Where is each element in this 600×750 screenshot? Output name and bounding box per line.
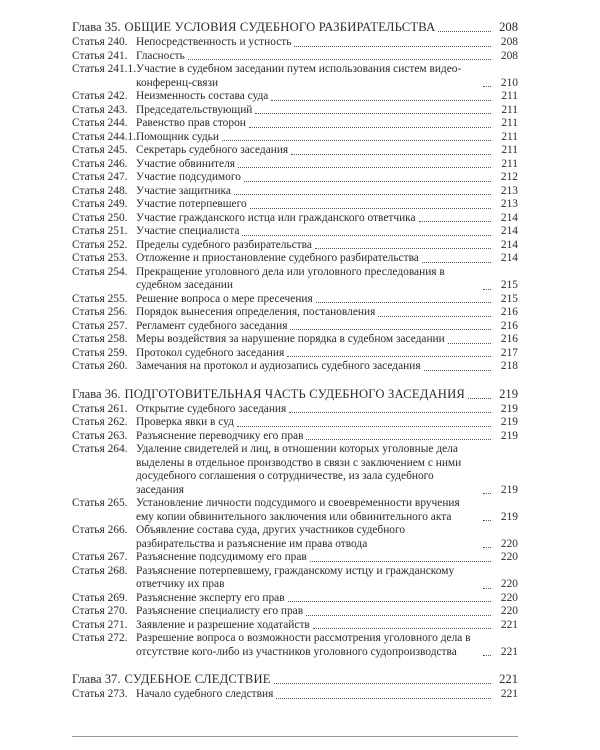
article-title-line [136,36,518,50]
toc-entry[interactable] [72,565,518,592]
toc-entry[interactable] [72,497,518,524]
article-title-line [136,212,518,226]
toc-entry[interactable] [72,619,518,633]
article-number: Статья 268. [72,564,128,577]
article-number: Статья 245. [72,144,128,156]
article-title-line [136,131,518,145]
article-number: Статья 241. [72,49,128,62]
toc-entry[interactable] [72,50,518,64]
article-title: Участие обвинителя [136,157,235,170]
dot-leader [291,151,491,155]
article-number: Статья 269. [72,591,128,604]
article-title-line [136,443,518,497]
dot-leader [276,695,491,699]
chapter-heading[interactable] [72,20,518,35]
article-number: Статья 260. [72,360,128,372]
dot-leader [294,43,491,47]
article-page-number: 213 [500,198,518,210]
article-title: Разъяснение подсудимому его прав [136,551,307,563]
article-title: Участие потерпевшего [136,198,247,210]
article-page-number: 216 [500,306,518,318]
article-page-number: 219 [500,416,518,428]
article-title: Председательствующий [136,103,253,116]
article-title: Участие гражданского истца или гражданского ответчика [136,211,416,224]
article-title: Равенство прав сторон [136,117,246,129]
article-title: Замечания на протокол и аудиозапись судебного заседания [136,360,421,372]
dot-leader [290,326,491,330]
toc-entry[interactable] [72,416,518,430]
article-page-number: 214 [500,238,518,251]
article-title-line [136,524,518,551]
article-title: Разрешение вопроса о возможности рассмотрения уголовного дела в отсутствие кого-либо из участников уголовного судопроизводства [136,632,471,658]
article-number: Статья 262. [72,416,128,428]
dot-leader [255,110,491,114]
article-number: Статья 265. [72,497,128,509]
article-title-line [136,90,518,104]
toc-entry[interactable] [72,144,518,158]
toc-entry[interactable] [72,104,518,118]
chapter-heading[interactable] [72,672,518,687]
toc-entry[interactable] [72,90,518,104]
article-title: Помощник судьи [136,130,219,143]
article-page-number: 219 [500,483,518,496]
chapter-title-line [124,20,518,35]
article-number: Статья 253. [72,252,128,264]
article-title-line [136,403,518,417]
toc-entry[interactable] [72,117,518,131]
article-page-number: 216 [500,333,518,345]
article-page-number: 211 [501,144,518,156]
article-page-number: 220 [500,605,518,617]
toc-entry[interactable] [72,443,518,497]
article-title: Установление личности подсудимого и своевременности вручения ему копии обвинительного заключения или обвинительного акта [136,497,460,523]
toc-entry[interactable] [72,524,518,551]
chapter-heading[interactable] [72,387,518,402]
article-title-line [136,605,518,619]
article-number: Статья 241.1. [72,63,137,75]
chapter-title: ПОДГОТОВИТЕЛЬНАЯ ЧАСТЬ СУДЕБНОГО ЗАСЕДАНИЯ [124,386,465,401]
article-page-number: 219 [500,510,518,523]
article-title: Разъяснение эксперту его прав [136,591,285,604]
article-page-number: 219 [500,429,518,442]
chapter-title: ОБЩИЕ УСЛОВИЯ СУДЕБНОГО РАЗБИРАТЕЛЬСТВА [124,20,436,34]
dot-leader [289,409,491,413]
article-title: Меры воздействия за нарушение порядка в судебном заседании [136,333,445,345]
article-title-line [136,104,518,118]
toc-entry[interactable] [72,347,518,361]
article-title: Удаление свидетелей и лиц, в отношении которых уголовные дела выделены в отдельное производство в связи с заключением с ними досудебного соглашения о сотрудничестве, из зала судебного заседания [136,443,462,496]
article-page-number: 215 [500,279,518,291]
dot-leader [242,232,491,236]
table-of-contents [72,20,518,702]
dot-leader [250,205,491,209]
article-page-number: 210 [500,76,518,89]
article-page-number: 214 [500,211,518,224]
article-page-number: 219 [500,402,518,415]
article-title: Начало судебного следствия [136,688,274,700]
article-title-line [136,333,518,347]
dot-leader [483,83,491,87]
toc-entry[interactable] [72,688,518,702]
article-title-line [136,632,518,659]
dot-leader [448,340,491,344]
article-title-line [136,347,518,361]
article-page-number: 216 [500,319,518,332]
dot-leader [271,97,491,101]
article-title: Секретарь судебного заседания [136,144,289,156]
article-title: Участие подсудимого [136,171,241,183]
article-page-number: 212 [500,171,518,183]
article-title-line [136,306,518,320]
article-page-number: 220 [500,537,518,550]
dot-leader [422,259,491,263]
article-page-number: 211 [501,157,518,170]
article-number: Статья 252. [72,238,128,251]
article-title-line [136,198,518,212]
article-number: Статья 267. [72,551,128,563]
chapter-page-number: 219 [499,386,518,401]
article-number: Статья 247. [72,171,128,183]
dot-leader [378,313,491,317]
article-title-line [136,171,518,185]
article-title: Гласность [136,49,185,62]
article-page-number: 208 [500,36,518,48]
article-number: Статья 249. [72,198,128,210]
article-page-number: 220 [500,578,518,590]
chapter-title-line [124,387,518,402]
article-title-line [136,551,518,565]
dot-leader [306,612,491,616]
article-page-number: 213 [500,184,518,197]
article-page-number: 221 [500,645,518,658]
article-title-line [136,565,518,592]
article-title-line [136,320,518,334]
toc-entry[interactable] [72,632,518,659]
chapter-title: СУДЕБНОЕ СЛЕДСТВИЕ [124,672,271,686]
article-page-number: 215 [500,292,518,305]
article-number: Статья 271. [72,618,128,631]
article-number: Статья 264. [72,443,128,455]
article-page-number: 211 [501,117,518,129]
article-title: Порядок вынесения определения, постановления [136,306,376,318]
article-number: Статья 263. [72,429,128,442]
dot-leader [483,490,491,494]
article-number: Статья 272. [72,632,128,644]
article-title-line [136,619,518,633]
article-title: Разъяснение специалисту его прав [136,605,304,617]
toc-entry[interactable] [72,551,518,565]
toc-entry[interactable] [72,131,518,145]
article-number: Статья 240. [72,36,128,48]
article-title: Разъяснение потерпевшему, гражданскому истцу и гражданскому ответчику их прав [136,564,455,590]
article-number: Статья 261. [72,402,128,415]
toc-entry[interactable] [72,239,518,253]
article-number: Статья 243. [72,103,128,116]
article-page-number: 220 [500,551,518,563]
article-title: Объявление состава суда, других участников судебного разбирательства и разъяснение им права отвода [136,524,406,550]
toc-entry[interactable] [72,306,518,320]
article-title: Проверка явки в суд [136,416,234,428]
toc-entry[interactable] [72,605,518,619]
article-page-number: 211 [501,103,518,116]
article-number: Статья 270. [72,605,128,617]
article-title-line [136,63,518,90]
article-title-line [136,185,518,199]
dot-leader [234,191,491,195]
article-title-line [136,497,518,524]
toc-entry[interactable] [72,212,518,226]
toc-entry[interactable] [72,252,518,266]
toc-entry[interactable] [72,171,518,185]
article-title: Пределы судебного разбирательства [136,238,312,251]
dot-leader [483,652,491,656]
article-title: Регламент судебного заседания [136,319,288,332]
article-number: Статья 255. [72,292,128,305]
article-title: Решение вопроса о мере пресечения [136,292,313,305]
dot-leader [483,585,491,589]
toc-entry[interactable] [72,293,518,307]
dot-leader [483,517,491,521]
article-title-line [136,293,518,307]
article-title: Участие специалиста [136,225,240,237]
article-page-number: 221 [500,618,518,631]
chapter-title-line [124,672,518,687]
dot-leader [306,436,491,440]
dot-leader [188,56,491,60]
toc-entry[interactable] [72,360,518,374]
dot-leader [419,218,491,222]
article-number: Статья 251. [72,225,128,237]
dot-leader [238,164,491,168]
chapter-page-number: 208 [499,20,518,34]
article-title-line [136,688,518,702]
toc-entry[interactable] [72,333,518,347]
article-title-line [136,50,518,64]
chapter-number: Глава 36. [72,386,121,401]
toc-entry[interactable] [72,592,518,606]
toc-entry[interactable] [72,158,518,172]
article-title-line [136,225,518,239]
article-title: Участие в судебном заседании путем использования систем видео-конференц-связи [136,63,462,89]
article-title-line [136,416,518,430]
article-number: Статья 256. [72,306,128,318]
dot-leader [483,286,491,290]
dot-leader [288,598,491,602]
article-page-number: 220 [500,591,518,604]
article-title-line [136,158,518,172]
article-title-line [136,252,518,266]
article-title: Протокол судебного заседания [136,346,285,359]
dot-leader [468,395,491,399]
article-number: Статья 248. [72,184,128,197]
article-page-number: 214 [500,252,518,264]
article-page-number: 211 [501,130,518,143]
dot-leader [237,423,491,427]
article-page-number: 218 [500,360,518,372]
toc-entry[interactable] [72,430,518,444]
dot-leader [310,558,491,562]
toc-entry[interactable] [72,225,518,239]
article-page-number: 217 [500,346,518,359]
article-page-number: 214 [500,225,518,237]
article-number: Статья 250. [72,211,128,224]
article-number: Статья 246. [72,157,128,170]
article-number: Статья 244.1. [72,130,137,143]
dot-leader [483,544,491,548]
article-number: Статья 259. [72,346,128,359]
bottom-rule [72,736,518,737]
article-title: Открытие судебного заседания [136,402,287,415]
chapter-number: Глава 37. [72,672,121,686]
article-number: Статья 273. [72,688,128,700]
article-title: Разъяснение переводчику его прав [136,429,304,442]
article-title-line [136,144,518,158]
article-title: Прекращение уголовного дела или уголовного преследования в судебном заседании [136,265,445,291]
toc-entry[interactable] [72,36,518,50]
article-title-line [136,592,518,606]
toc-entry[interactable] [72,198,518,212]
article-title-line [136,430,518,444]
chapter-page-number: 221 [499,672,518,686]
dot-leader [222,137,491,141]
article-page-number: 221 [500,688,518,700]
article-title: Заявление и разрешение ходатайств [136,618,310,631]
dot-leader [316,299,491,303]
article-number: Статья 258. [72,333,128,345]
dot-leader [287,353,491,357]
article-number: Статья 242. [72,90,128,102]
toc-entry[interactable] [72,266,518,293]
toc-entry[interactable] [72,63,518,90]
article-number: Статья 266. [72,524,128,536]
toc-entry[interactable] [72,185,518,199]
article-title: Неизменность состава суда [136,90,269,102]
dot-leader [274,680,491,684]
article-title-line [136,239,518,253]
article-page-number: 211 [501,90,518,102]
article-number: Статья 257. [72,319,128,332]
article-page-number: 208 [500,49,518,62]
chapter-number: Глава 35. [72,20,121,34]
dot-leader [313,625,491,629]
dot-leader [315,245,491,249]
toc-entry[interactable] [72,320,518,334]
dot-leader [438,28,491,32]
article-title-line [136,266,518,293]
article-title: Непосредственность и устность [136,36,292,48]
article-number: Статья 244. [72,117,128,129]
dot-leader [244,178,491,182]
article-title-line [136,360,518,374]
article-number: Статья 254. [72,265,128,278]
article-title-line [136,117,518,131]
toc-entry[interactable] [72,403,518,417]
dot-leader [424,367,491,371]
dot-leader [249,124,491,128]
article-title: Отложение и приостановление судебного разбирательства [136,252,419,264]
article-title: Участие защитника [136,184,231,197]
